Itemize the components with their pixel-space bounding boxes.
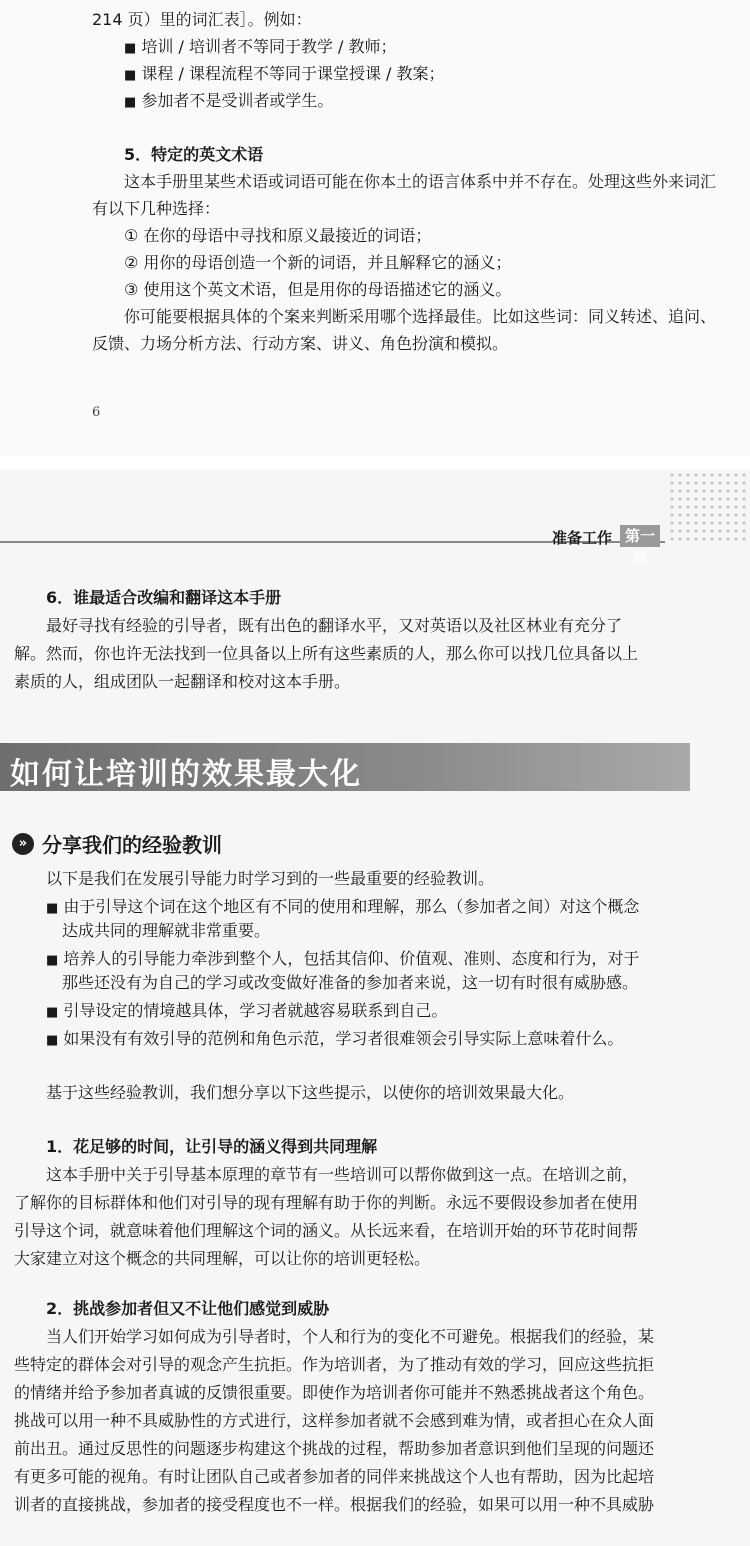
bullet-item	[124, 37, 397, 59]
square-bullet-icon: ■	[124, 68, 137, 83]
text-line: 解。然而，你也许无法找到一位具备以上所有这些素质的人，那么你可以找几位具备以上	[14, 644, 639, 663]
text-line: 这本手册中关于引导基本原理的章节有一些培训可以帮你做到这一点。在培训之前，	[46, 1165, 639, 1184]
page-divider	[0, 455, 750, 469]
bullet-item	[46, 897, 639, 919]
text-line: 的情绪并给予参加者真诚的反馈很重要。即使作为培训者你可能并不熟悉挑战者这个角色。	[14, 1383, 655, 1402]
text-line: 有以下几种选择：	[92, 199, 221, 218]
double-chevron-icon: »	[12, 833, 34, 855]
text-line: 最好寻找有经验的引导者，既有出色的翻译水平，又对英语以及社区林业有充分了	[46, 616, 623, 635]
bullet-text: 引导设定的情境越具体，学习者就越容易联系到自己。	[63, 1001, 448, 1020]
page-bottom	[0, 469, 750, 1546]
text-line: 基于这些经验教训，我们想分享以下这些提示，以使你的培训效果最大化。	[46, 1083, 575, 1102]
subsection-title: 6．谁最适合改编和翻译这本手册	[46, 588, 282, 607]
bullet-text: 由于引导这个词在这个地区有不同的使用和理解，那么（参加者之间）对这个概念	[63, 897, 640, 916]
banner-title: 如何让培训的效果最大化	[10, 757, 362, 792]
text-line: 了解你的目标群体和他们对引导的现有理解有助于你的判断。永远不要假设参加者在使用	[14, 1193, 639, 1212]
bullet-text: 培训 / 培训者不等同于教学 / 教师；	[141, 37, 397, 56]
subsection-title: 1．花足够的时间，让引导的涵义得到共同理解	[46, 1137, 378, 1156]
section-banner	[0, 743, 690, 791]
subsection-title: 2．挑战参加者但又不让他们感觉到威胁	[46, 1299, 330, 1318]
running-header: 准备工作	[552, 529, 613, 547]
page-number: 6	[92, 405, 101, 420]
square-bullet-icon: ■	[46, 1005, 59, 1020]
section-title: 分享我们的经验教训	[42, 833, 222, 857]
bullet-item	[46, 1001, 447, 1023]
square-bullet-icon: ■	[124, 95, 137, 110]
option-line: ① 在你的母语中寻找和原义最接近的词语；	[124, 226, 432, 245]
text-line: 大家建立对这个概念的共同理解，可以让你的培训更轻松。	[14, 1249, 431, 1268]
chapter-tab: 第一章	[620, 525, 660, 547]
bullet-item	[46, 1029, 623, 1051]
option-line: ③ 使用这个英文术语，但是用你的母语描述它的涵义。	[124, 280, 512, 299]
square-bullet-icon: ■	[124, 41, 137, 56]
text-line: 引导这个词，就意味着他们理解这个词的涵义。从长远来看，在培训开始的环节花时间帮	[14, 1221, 639, 1240]
square-bullet-icon: ■	[46, 953, 59, 968]
text-line: 前出丑。通过反思性的问题逐步构建这个挑战的过程，帮助参加者意识到他们呈现的问题还	[14, 1439, 655, 1458]
text-line: 些特定的群体会对引导的观念产生抗拒。作为培训者，为了推动有效的学习，回应这些抗拒	[14, 1355, 655, 1374]
text-line: 你可能要根据具体的个案来判断采用哪个选择最佳。比如这些词：同义转述、追问、	[124, 307, 717, 326]
subsection-title: 5．特定的英文术语	[124, 145, 264, 164]
intro-text: 以下是我们在发展引导能力时学习到的一些最重要的经验教训。	[46, 869, 495, 888]
bullet-item	[124, 64, 445, 86]
text-line: 素质的人，组成团队一起翻译和校对这本手册。	[14, 672, 351, 691]
text-line: 当人们开始学习如何成为引导者时，个人和行为的变化不可避免。根据我们的经验，某	[46, 1327, 655, 1346]
bullet-item	[46, 949, 639, 971]
bullet-continuation: 那些还没有为自己的学习或改变做好准备的参加者来说，这一切有时很有威胁感。	[62, 973, 639, 992]
bullet-text: 如果没有有效引导的范例和角色示范，学习者很难领会引导实际上意味着什么。	[63, 1029, 624, 1048]
text-line: 挑战可以用一种不具威胁性的方式进行，这样参加者就不会感到难为情，或者担心在众人面	[14, 1411, 655, 1430]
page-top	[0, 0, 750, 455]
bullet-text: 课程 / 课程流程不等同于课堂授课 / 教案；	[141, 64, 445, 83]
bullet-continuation: 达成共同的理解就非常重要。	[62, 921, 271, 940]
dot-pattern-decoration	[668, 471, 748, 541]
text-line: 有更多可能的视角。有时让团队自己或者参加者的同伴来挑战这个人也有帮助，因为比起培	[14, 1467, 655, 1486]
bullet-item	[124, 91, 333, 113]
bullet-text: 参加者不是受训者或学生。	[141, 91, 334, 110]
square-bullet-icon: ■	[46, 1033, 59, 1048]
square-bullet-icon: ■	[46, 901, 59, 916]
text-line: 214 页）里的词汇表］。例如：	[92, 10, 312, 29]
text-line: 这本手册里某些术语或词语可能在你本土的语言体系中并不存在。处理这些外来词汇	[124, 172, 717, 191]
bullet-text: 培养人的引导能力牵涉到整个人，包括其信仰、价值观、准则、态度和行为，对于	[63, 949, 640, 968]
text-line: 反馈、力场分析方法、行动方案、讲义、角色扮演和模拟。	[92, 334, 509, 353]
text-line: 训者的直接挑战，参加者的接受程度也不一样。根据我们的经验，如果可以用一种不具威胁	[14, 1495, 655, 1514]
option-line: ② 用你的母语创造一个新的词语，并且解释它的涵义；	[124, 253, 512, 272]
